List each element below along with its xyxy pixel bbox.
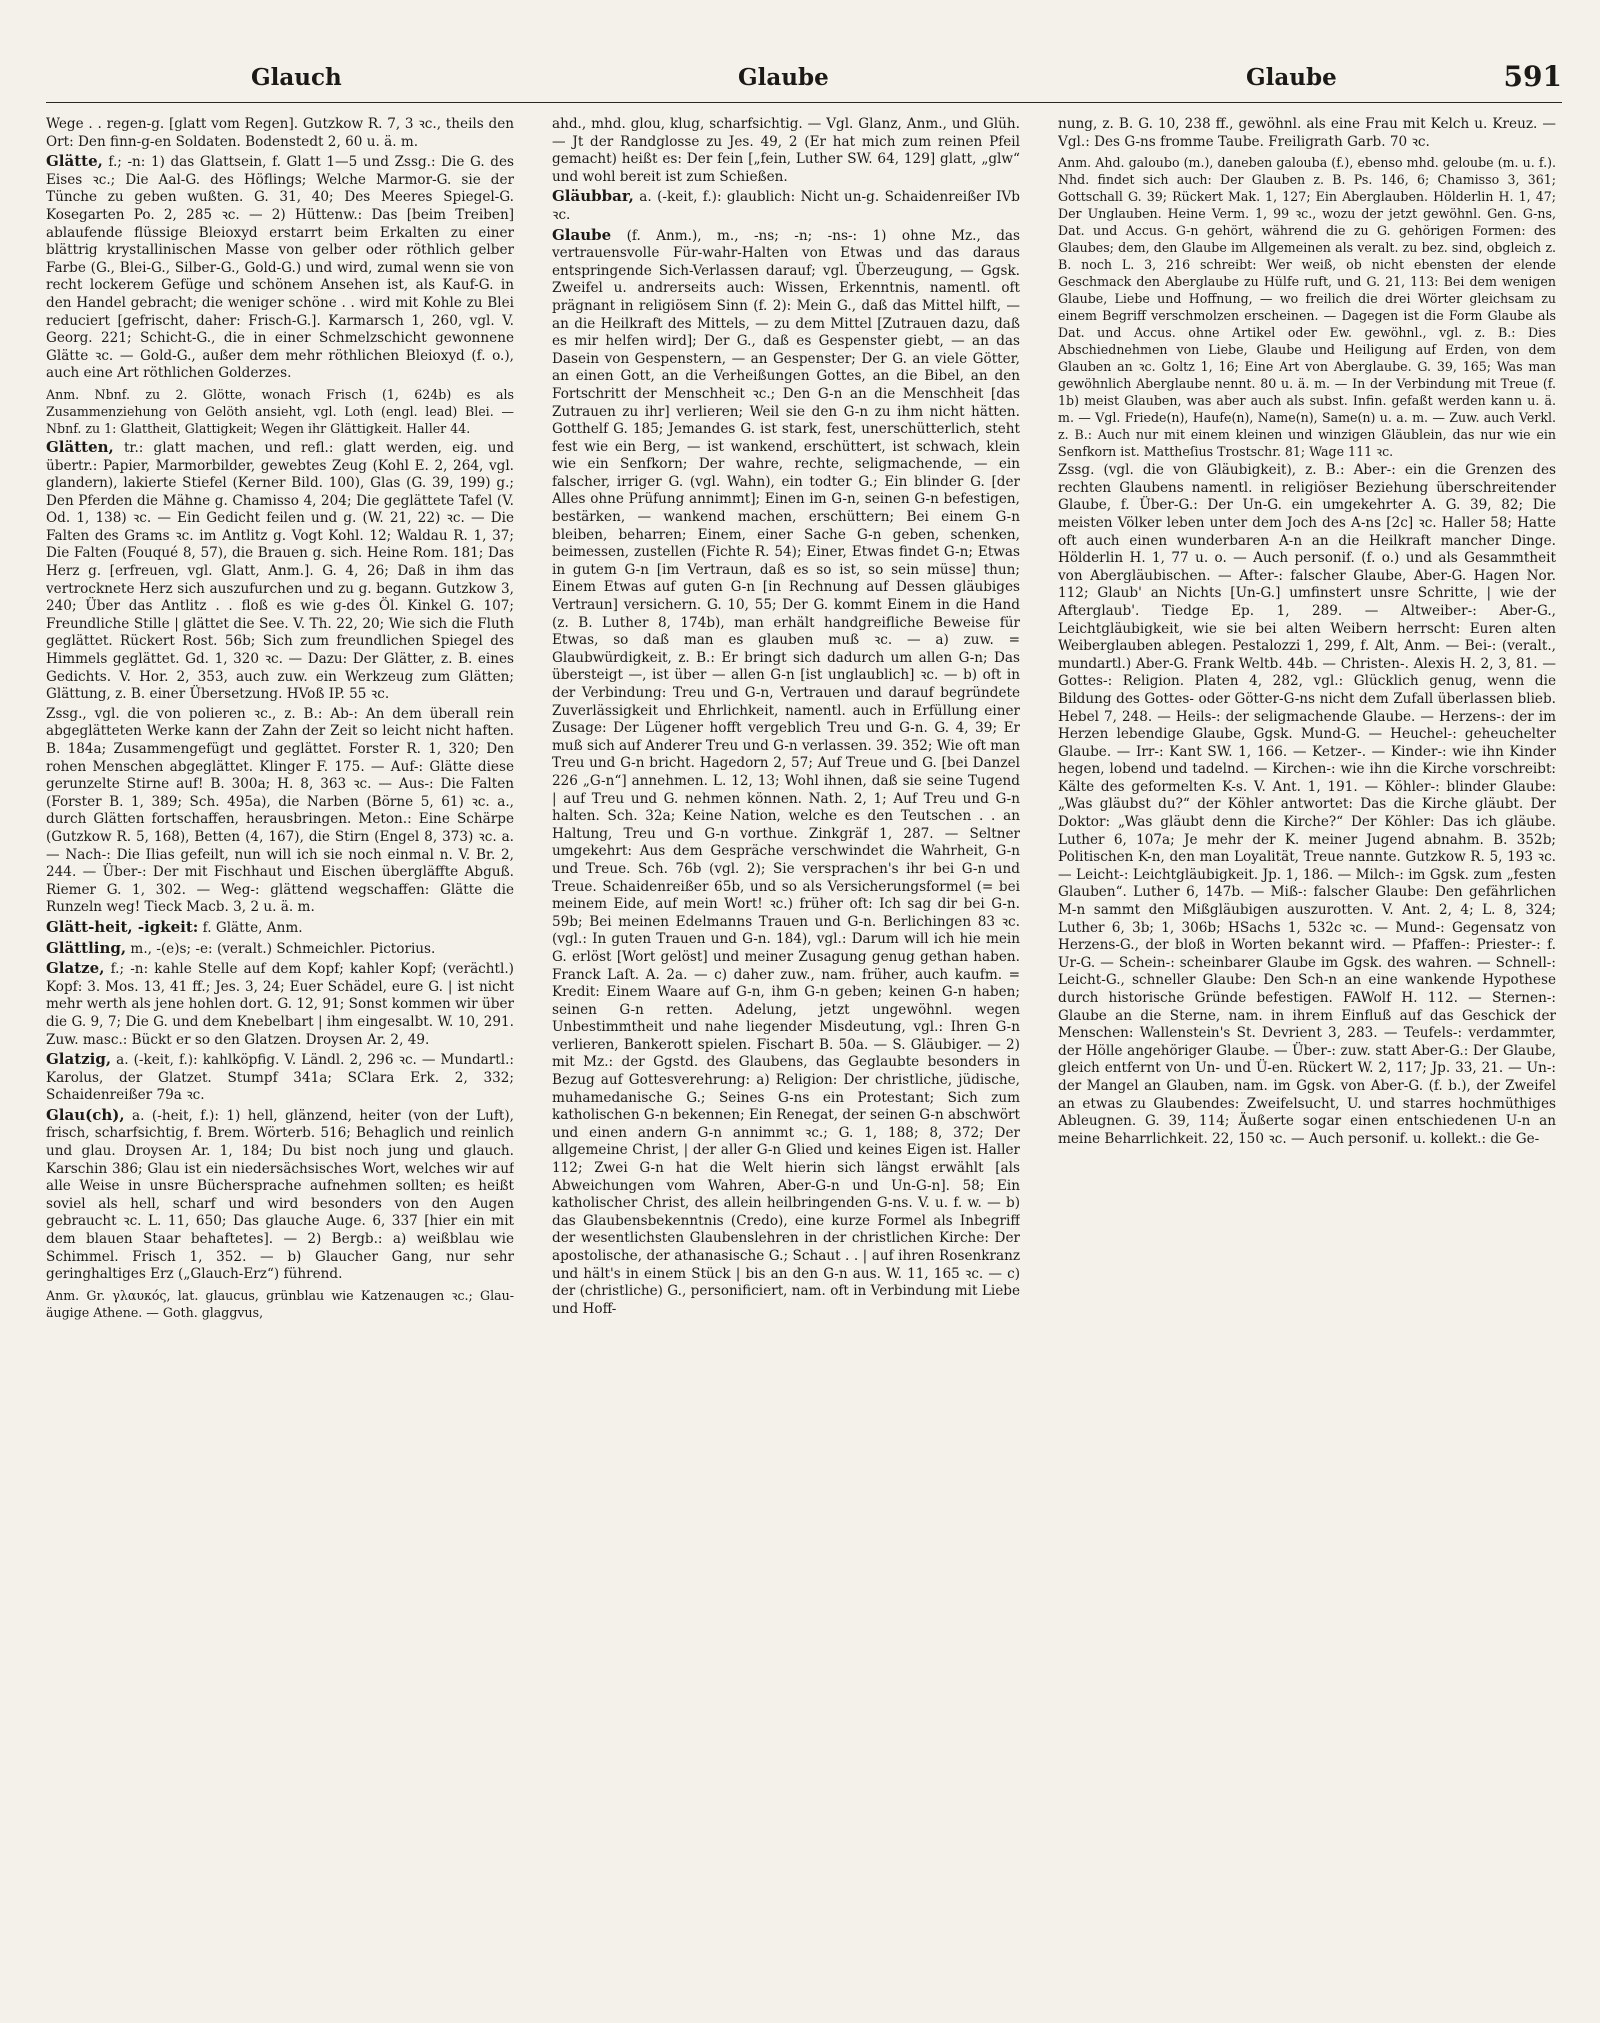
running-head-right: Glaube — [1246, 64, 1337, 91]
entry-text: ahd., mhd. glou, klug, scharfsichtig. — Vgl. Glanz, Anm., und Glüh. — Jt der Randglosse zu Jes. 49, 2 (Er hat mich zum reinen Pfeil gemacht) heißt es: Der fein [„fein, Luther SW. 64, 129] glatt, „glw“ und wohl bereit ist zum Schießen. — [552, 116, 1020, 185]
entry-text: a. (-keit, f.): glaublich: Nicht un-g. Schaidenreißer IVb ꝛc. — [552, 189, 1020, 223]
running-head-left: Glauch — [251, 64, 342, 91]
entry-headword: Glätten, — [46, 437, 114, 456]
entry-text: Zssg., vgl. die von polieren ꝛc., z. B.: Ab-: An dem überall rein abgeglätteten Werke kann der Zahn der Zeit so leicht nicht haften. B. 184a; Zusammengefügt und geglättet. Forster R. 1, 320; Den rohen Menschen abgeglättet. Klinger F. 175. — Auf-: Glätte diese gerunzelte Stirne auf! B. 300a; H. 8, 363 ꝛc. — Aus-: Die Falten (Forster B. 1, 389; Sch. 495a), die Narben (Börne 5, 61) ꝛc. a., durch Glätten fortschaffen, herausbringen. Meton.: Eine Schärpe (Gutzkow R. 5, 168), Betten (4, 167), die Stirn (Engel 8, 373) ꝛc. a. — Nach-: Die Ilias gefeilt, nun will ich sie noch einmal n. V. Br. 2, 244. — Über-: Der mit Fischhaut und Eischen übergläffte Abguß. Riemer G. 1, 302. — Weg-: glättend wegschaffen: Glätte die Runzeln weg! Tieck Macb. 3, 2 u. ä. m. — [46, 705, 514, 916]
entry-text: f.; -n: 1) das Glattsein, f. Glatt 1—5 und Zssg.: Die G. des Eises ꝛc.; Die Aal-G. des Höflings; Welche Marmor-G. sie der Tünche zu geben wußten. G. 31, 40; Des Meeres Spiegel-G. Kosegarten Po. 2, 285 ꝛc. — 2) Hüttenw.: Das [beim Treiben] ablaufende flüssige Bleioxyd erstarrt beim Erkalten zu einer blättrig krystallinischen Masse von gelber oder röthlich gelber Farbe (G., Blei-G., Silber-G., Gold-G.) und wird, zumal wenn sie von recht lockerem Gefüge und schönem Ansehen ist, als Kauf-G. in den Handel gebracht; die weniger schöne . . wird mit Kohle zu Blei reduciert [gefrischt, daher: Frisch-G.]. Karmarsch 1, 260, vgl. V. Georg. 221; Schicht-G., die in einer Schmelzschicht gewonnene Glätte ꝛc. — Gold-G., außer dem mehr röthlichen Bleioxyd (f. o.), auch eine Art röthlichen Golderzes. — [46, 154, 514, 382]
entry-headword: Glätte, — [46, 152, 103, 171]
dictionary-entry — [46, 1107, 514, 1284]
entry-headword: Glättling, — [46, 938, 127, 957]
dictionary-entry — [46, 940, 514, 959]
entry-text: a. (-heit, f.): 1) hell, glänzend, heiter (von der Luft), frisch, scharfsichtig, f. Brem. Wörterb. 516; Behaglich und reinlich und glau. Droysen Ar. 1, 184; Du bist noch jung und glauch. Karschin 386; Glau ist ein niedersächsisches Wort, welches wir auf alle Weise in unsre Büchersprache aufnehmen sollten; es heißt soviel als hell, scharf und wird besonders von den Augen gebraucht ꝛc. L. 11, 650; Das glauche Auge. 6, 337 [hier ein mit dem blauen Staar behaftetes]. — 2) Bergb.: a) weißblau wie Schimmel. Frisch 1, 352. — b) Glaucher Gang, nur sehr geringhaltiges Erz („Glauch-Erz“) führend. — [46, 1107, 514, 1283]
entry-text: Anm. Nbnf. zu 2. Glötte, wonach Frisch (1, 624b) es als Zusammenziehung von Gelöth ansieht, vgl. Loth (engl. lead) Blei. — Nbnf. zu 1: Glattheit, Glattigkeit; Wegen ihr Glättigkeit. Haller 44. — [46, 386, 514, 436]
annotation-paragraph — [1058, 154, 1556, 460]
entry-text: Wege . . regen-g. [glatt vom Regen]. Gutzkow R. 7, 3 ꝛc., theils den Ort: Den finn-g-en Soldaten. Bodenstedt 2, 60 u. ä. m. — [46, 116, 514, 150]
page-header — [46, 62, 1562, 103]
annotation-paragraph — [46, 1287, 514, 1321]
dictionary-entry — [46, 1051, 514, 1105]
annotation-paragraph — [46, 386, 514, 437]
entry-headword: Glatzig, — [46, 1050, 112, 1069]
column-3 — [1058, 116, 1556, 2016]
text-paragraph — [1058, 462, 1556, 1148]
entry-text: f.; -n: kahle Stelle auf dem Kopf; kahler Kopf; (verächtl.) Kopf: 3. Mos. 13, 41 ff.; Jes. 3, 24; Euer Schädel, eure G. | ist nicht mehr werth als jene hohlen dort. G. 12, 91; Sonst kommen wir über die G. 9, 7; Die G. und dem Knebelbart | ihm eingesalbt. W. 10, 291. Zuw. masc.: Bückt er so den Glatzen. Droysen Ar. 2, 49. — [46, 961, 514, 1048]
dictionary-entry — [46, 919, 514, 938]
running-head-center: Glaube — [738, 64, 829, 91]
dictionary-entry — [46, 153, 514, 383]
text-paragraph — [552, 116, 1020, 186]
dictionary-entry — [552, 188, 1020, 224]
entry-headword: Gläubbar, — [552, 187, 634, 206]
dictionary-entry — [46, 960, 514, 1049]
column-2 — [552, 116, 1020, 2016]
entry-headword: Glätt-heit, -igkeit: — [46, 917, 199, 936]
text-paragraph — [46, 706, 514, 917]
dictionary-entry — [46, 439, 514, 704]
entry-text: m., -(e)s; -e: (veralt.) Schmeichler. Pictorius. — [126, 940, 436, 957]
entry-text: (f. Anm.), m., -ns; -n; -ns-: 1) ohne Mz., das vertrauensvolle Für-wahr-Halten von Etwas und das daraus entspringende Sich-Verlassen darauf; vgl. Überzeugung, — Ggsk. Zweifel u. andrerseits auch: Wissen, Erkenntnis, namentl. oft prägnant in religiösem Sinn (f. 2): Mein G., daß das Mittel hilft, — an die Heilkraft des Mittels, — zu dem Mittel [Zutrauen dazu, daß es mir helfen wird]; Der G., daß es Gespenster giebt, — an das Dasein von Gespenstern, — an Gespenster; Der G. an viele Götter, an einen Gott, an die Verheißungen Gottes, an die Bibel, an den Fortschritt der Menschheit ꝛc.; Den G-n an die Menschheit [das Zutrauen zu ihr] verlieren; Weil sie den G-n zu ihm nicht hätten. Gotthelf G. 185; Jemandes G. ist stark, fest, unerschütterlich, steht fest wie ein Berg, — ist wankend, erschüttert, ist schwach, klein wie ein Senfkorn; Der wahre, rechte, seligmachende, — ein falscher, irriger G. (vgl. Wahn), ein todter G.; Ein blinder G. [der Alles ohne Prüfung annimmt]; Einen im G-n, seinen G-n befestigen, bestärken, — wankend machen, erschüttern; Bei einem G-n bleiben, beharren; Einem, einer Sache G-n geben, schenken, beimessen, zustellen (Fichte R. 54); Einer, Etwas findet G-n; Etwas in gutem G-n [im Vertraun, daß es so ist, so sein müsse] thun; Einem Etwas auf guten G-n [in Rechnung auf Dessen gläubiges Vertraun] versichern. G. 10, 55; Der G. kommt Einem in die Hand (z. B. Luther 8, 174b), man erhält handgreifliche Beweise für Etwas, so daß man es glauben muß ꝛc. — a) zuw. = Glaubwürdigkeit, z. B.: Er bringt sich dadurch um allen G-n; Das übersteigt —, ist über — allen G-n [ist unglaublich] ꝛc. — b) oft in der Verbindung: Treu und G-n, Vertrauen und darauf begründete Zuverlässigkeit und Ehrlichkeit, namentl. auch in Erfüllung einer Zusage: Der Lügener hofft vergeblich Treu und G-n. G. 4, 39; Er muß sich auf Anderer Treu und G-n verlassen. 39. 352; Wie oft man Treu und G-n bricht. Hagedorn 2, 57; Auf Treue und G. [bei Danzel 226 „G-n“] annehmen. L. 12, 13; Wohl ihnen, daß sie seine Tugend | auf Treu und G. nehmen können. Nath. 2, 1; Auf Treu und G-n halten. Sch. 32a; Keine Nation, welche es den Teutschen . . an Haltung, Treu und G-n vorthue. Zinkgräf 1, 287. — Seltner umgekehrt: Aus dem Gespräche verschwindet die Wahrheit, G-n und Treue. Sch. 76b (vgl. 2); Sie versprachen's ihr bei G-n und Treue. Schaidenreißer 65b, und so als Versicherungsformel (= bei meinem Eide, auf mein Wort! ꝛc.) früher oft: Ich sag dir bei G-n. 59b; Bei meinen Edelmanns Trauen und G-n. Berlichingen 83 ꝛc. (vgl.: In guten Trauen und G-n. 184), vgl.: Darum will ich hie mein G. erlöst [Wort gelöst] und meiner Zusagung genug gethan haben. Franck Laſt. A. 2a. — c) daher zuw., nam. früher, auch kaufm. = Kredit: Einem Waare auf G-n, ihm G-n geben; keinen G-n haben; seinen G-n retten. Adelung, jetzt ungewöhnl. wegen Unbestimmtheit und nahe liegender Misdeutung, vgl.: Ihren G-n verlieren, Bankerott spielen. Fischart B. 50a. — S. Gläubiger. — 2) mit Mz.: der Ggstd. des Glaubens, das Geglaubte besonders in Bezug auf Gottesverehrung: a) Religion: Der christliche, jüdische, muhamedanische G.; Seines G-ns ein Protestant; Sich zum katholischen G-n bekennen; Ein Renegat, der seinen G-n abschwört und einen andern G-n annimmt ꝛc.; G. 1, 188; 8, 372; Der allgemeine Christ, | der aller G-n Glied und keines Eigen ist. Haller 112; Zwei G-n hat die Welt hierin sich längst erwählt [als Abweichungen vom Wahren, Aber-G-n und Un-G-n]. 58; Ein katholischer Christ, des allein heilbringenden G-ns. V. u. f. w. — b) das Glaubensbekenntnis (Credo), eine kurze Formel als Inbegriff der wesentlichsten Glaubenslehren in der christlichen Kirche: Der apostolische, der athanasische G.; Schaut . . | auf ihren Rosenkranz und hält's in einem Stück | bis an den G-n aus. W. 11, 165 ꝛc. — c) der (christliche) G., personificiert, nam. oft in Verbindung mit Liebe und Hoff- — [552, 227, 1020, 1317]
entry-headword: Glaube — [552, 225, 612, 244]
entry-text: tr.: glatt machen, und refl.: glatt werden, eig. und übertr.: Papier, Marmorbilder, gewebtes Zeug (Kohl E. 2, 264, vgl. glandern), lakierte Stiefel (Kerner Bild. 100), Glas (G. 39, 199) g.; Den Pferden die Mähne g. Chamisso 4, 204; Die geglättete Tafel (V. Od. 1, 138) ꝛc. — Ein Gedicht feilen und g. (W. 21, 22) ꝛc. — Die Falten des Grams ꝛc. im Antlitz g. Vogt Kohl. 12; Waldau R. 1, 37; Die Falten (Fouqué 8, 57), die Brauen g. sich. Heine Rom. 181; Das Herz g. [erfreuen, vgl. Glatt, Anm.]. G. 4, 26; Daß in ihm das vertrocknete Herz sich auszufurchen und zu g. begann. Gutzkow 3, 240; Über das Antlitz . . floß es wie g-des Öl. Kinkel G. 107; Freundliche Stille | glättet die See. V. Th. 22, 20; Wie sich die Fluth geglättet. Rückert Rost. 56b; Sich zum freundlichen Spiegel des Himmels geglättet. Gd. 1, 320 ꝛc. — Dazu: Der Glätter, z. B. eines Gedichts. V. Hor. 2, 353, auch zuw. ein Werkzeug zum Glätten; Glättung, z. B. einer Übersetzung. HVoß IP. 55 ꝛc. — [46, 439, 514, 703]
entry-text: a. (-keit, f.): kahlköpfig. V. Ländl. 2, 296 ꝛc. — Mundartl.: Karolus, der Glatzet. Stumpf 341a; SClara Erk. 2, 332; Schaidenreißer 79a ꝛc. — [46, 1052, 514, 1104]
entry-text: Anm. Ahd. galoubo (m.), daneben galouba (f.), ebenso mhd. geloube (m. u. f.). Nhd. findet sich auch: Der Glauben z. B. Ps. 146, 6; Chamisso 3, 361; Gottschall G. 39; Rückert Mak. 1, 127; Ein Aberglauben. Hölderlin H. 1, 47; Der Unglauben. Heine Verm. 1, 99 ꝛc., wozu der jetzt gewöhnl. Gen. G-ns, Dat. und Accus. G-n gehört, während die zu G. gehörigen Formen: des Glaubes; dem, den Glaube im Allgemeinen als veralt. zu bez. sind, obgleich z. B. noch L. 3, 216 schreibt: Wer weiß, ob nicht ebensten der elende Geschmack den Aberglaube zu Hülfe ruft, und G. 21, 113: Bei dem wenigen Glaube, Liebe und Hoffnung, — wo freilich die drei Wörter gleichsam zu einem Begriff verschmolzen erscheinen. — Dagegen ist die Form Glaube als Dat. und Accus. ohne Artikel oder Ew. gewöhnl., vgl. z. B.: Dies Abschiednehmen von Liebe, Glaube und Heiligung auf Erden, von dem Glauben an ꝛc. Goltz 1, 16; Eine Art von Aberglaube. G. 39, 165; Was man gewöhnlich Aberglaube nennt. 80 u. ä. m. — In der Verbindung mit Treue (f. 1b) meist Glauben, was aber auch als subst. Infin. gefaßt werden kann u. ä. m. — Vgl. Friede(n), Haufe(n), Name(n), Same(n) u. a. m. — Zuw. auch Verkl. z. B.: Auch nur mit einem kleinen und winzigen Gläublein, das nur wie ein Senfkorn ist. Mattheſius Trostschr. 81; Wage 111 ꝛc. — [1058, 155, 1556, 460]
entry-headword: Glatze, — [46, 959, 105, 978]
text-paragraph — [46, 116, 514, 151]
entry-text: nung, z. B. G. 10, 238 ff., gewöhnl. als eine Frau mit Kelch u. Kreuz. — Vgl.: Des G-ns fromme Taube. Freiligrath Garb. 70 ꝛc. — [1058, 116, 1556, 150]
page-number: 591 — [1503, 60, 1562, 93]
entry-text: Zssg. (vgl. die von Gläubigkeit), z. B.: Aber-: ein die Grenzen des rechten Glaubens namentl. in religiöser Beziehung überschreitender Glaube, f. Über-G.: Der Un-G. ein umgekehrter A. G. 39, 82; Die meisten Völker leben unter dem Joch des A-ns [2c] ꝛc. Haller 58; Hatte oft auch einen wunderbaren A-n an die Heilkraft mancher Dinge. Hölderlin H. 1, 77 u. o. — Auch personif. (f. o.) und als Gesammtheit von Abergläubischen. — After-: falscher Glaube, Aber-G. Hagen Nor. 112; Glaub' an Nichts [Un-G.] umfinstert unsre Schritte, | wie der Afterglaub'. Tiedge Ep. 1, 289. — Altweiber-: Aber-G., Leichtgläubigkeit, wie sie bei alten Weibern herrscht: Euren alten Weiberglauben ablegen. Pestalozzi 1, 299, f. Alt, Anm. — Bei-: (veralt., mundartl.) Aber-G. Frank Weltb. 44b. — Christen-. Alexis H. 2, 3, 81. — Gottes-: Religion. Platen 4, 282, vgl.: Glücklich genug, wenn die Bildung des Gottes- oder Götter-G-ns nicht dem Zufall überlassen blieb. Hebel 7, 248. — Heils-: der seligmachende Glaube. — Herzens-: der im Herzen lebendige Glaube, Ggsk. Mund-G. — Heuchel-: geheuchelter Glaube. — Irr-: Kant SW. 1, 166. — Ketzer-. — Kinder-: wie ihn Kinder hegen, lobend und tadelnd. — Kirchen-: wie ihn die Kirche vorschreibt: Kälte des geformelten K-s. V. Ant. 1, 191. — Köhler-: blinder Glaube: „Was gläubst du?“ der Köhler antwortet: Das die Kirche gläubt. Der Doktor: „Was gläubt denn die Kirche?“ Der Köhler: Das ich gläube. Luther 6, 107a; Je mehr der K. meiner Jugend abnahm. B. 352b; Politischen K-n, den man Loyalität, Treue nannte. Gutzkow R. 5, 193 ꝛc. — Leicht-: Leichtgläubigkeit. Jp. 1, 186. — Milch-: im Ggsk. zum „festen Glauben“. Luther 6, 147b. — Miß-: falscher Glaube: Den gefährlichen M-n sammt den Mißgläubigen auszurotten. V. Ant. 2, 4; L. 8, 324; Luther 6, 3b; 1, 306b; HSachs 1, 532c ꝛc. — Mund-: Gegensatz von Herzens-G., der bloß in Worten bekannt wird. — Pfaffen-: Priester-: f. Ur-G. — Schein-: scheinbarer Glaube im Ggsk. des wahren. — Schnell-: Leicht-G., schneller Glaube: Den Sch-n an eine wankende Hypothese durch historische Gründe befestigen. FAWolf H. 112. — Sternen-: Glaube an die Sterne, nam. in ihrem Einfluß auf das Geschick der Menschen: Wallenstein's St. Devrient 3, 283. — Teufels-: verdammter, der Hölle angehöriger Glaube. — Über-: zuw. statt Aber-G.: Der Glaube, gleich entfernt von Un- und Ü-en. Rückert W. 2, 117; Jp. 33, 21. — Un-: der Mangel an Glauben, nam. im Ggsk. von Aber-G. (f. b.), der Zweifel an etwas zu Glaubendes: Zweifelsucht, U. und starres hochmüthiges Ableugnen. G. 39, 114; Äußerte sogar einen entschiedenen U-n an meine Beharrlichkeit. 22, 150 ꝛc. — Auch personif. u. kollekt.: die Ge- — [1058, 462, 1556, 1147]
entry-headword: Glau(ch), — [46, 1105, 125, 1124]
entry-text: Anm. Gr. γλαυκός, lat. glaucus, grünblau wie Katzenaugen ꝛc.; Glau-äugige Athene. — Goth. glaggvus, — [46, 1287, 514, 1320]
text-paragraph — [1058, 116, 1556, 151]
dictionary-entry — [552, 227, 1020, 1319]
column-1 — [46, 116, 514, 2016]
entry-text: f. Glätte, Anm. — [198, 919, 303, 936]
